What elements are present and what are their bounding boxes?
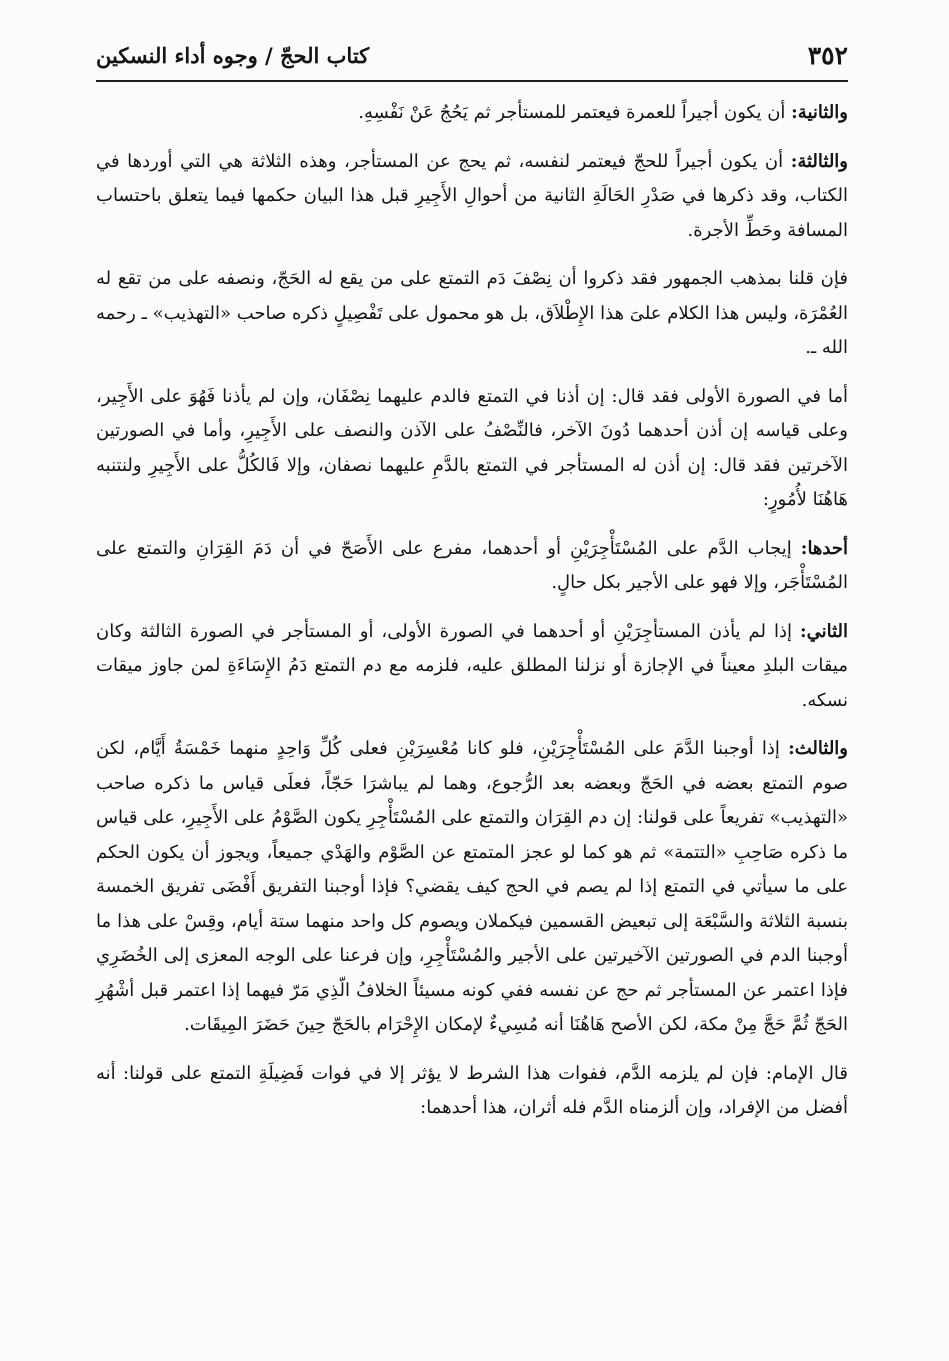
paragraph-lead: أحدها: <box>800 537 848 559</box>
paragraph-majority-view <box>96 262 848 366</box>
paragraph-point-two <box>96 615 848 719</box>
paragraph-lead: والثانية: <box>791 102 848 123</box>
paragraph-third-form <box>96 145 848 249</box>
page-header <box>96 38 848 72</box>
paragraph-lead: الثاني: <box>799 620 848 642</box>
paragraph-first-form-ruling <box>96 380 848 518</box>
page-number: ٣٥٢ <box>807 40 848 70</box>
header-divider <box>96 80 848 82</box>
paragraph-text: إذا أوجبنا الدَّمَ على المُسْتَأْجِرَيْنِ، فلو كانا مُعْسِرَيْنِ فعلى كُلِّ وَاحِدٍ منهما خَمْسَةُ أَيَّام، لكن صوم التمتع بعضه في الحَجّ وبعضه بعد الرُّجوع، وهما لم يباشرَا حَجّاً، فعلَى قياس ما ذكره صاحب «التهذيب» تفريعاً على قولنا: إن دم القِرَان والتمتع على المُسْتَأْجِرِ يكون الصَّوْمُ على الأَجِيرِ، على قياس ما ذكره صَاحِبِ «التتمة» ثم هو كما لو عجز المتمتع عن الصَّوْم والهَدْي جميعاً، ويجوز أن يكون الحكم على ما سيأتي في التمتع إذا لم يصم في الحج كيف يقضي؟ فإذا أوجبنا التفريق أَفْضَى تفريق الخمسة بنسبة الثلاثة والسَّبْعَة إلى تبعيض القسمين فيكملان ويصوم كل واحد منهما ستة أيام، وقِسْ على هذا ما أوجبنا الدم في الصورتين الآخيرتين على الأجير والمُسْتَأْجِرِ، وإن فرعنا على الوجه المعزى إلى الخُضَرِي فإذا اعتمر عن المستأجر ثم حج عن نفسه ففي كونه مسيئاً الخلافُ الّذِي مَرّ فيهما إذا اعتمر قبل أشْهُرِ الحَجّ ثُمَّ حَجَّ مِنْ مكة، لكن الأصح هَاهُنَا أنه مُسِيءٌ لإمكان الإِحْرَام بالحَجّ حِينَ حَضَرَ المِيقَات. <box>96 738 848 1035</box>
paragraph-text: أن يكون أجيراً للعمرة فيعتمر للمستأجر ثم يَحُجُ عَنْ نَفْسِهِ. <box>358 102 786 123</box>
running-title: كتاب الحجّ / وجوه أداء النسكين <box>96 42 370 68</box>
paragraph-text: قال الإمام: فإن لم يلزمه الدَّم، ففوات هذا الشرط لا يؤثر إلا في فوات فَضِيلَةِ التمتع على قولنا: أنه أفضل من الإفراد، وإن ألزمناه الدَّم فله أثران، هذا أحدهما: <box>96 1062 848 1118</box>
paragraph-second-form <box>96 96 848 131</box>
paragraph-text: أن يكون أجيراً للحجّ فيعتمر لنفسه، ثم يحج عن المستأجر، وهذه الثلاثة هي التي أوردها في الكتاب، وقد ذكرها في صَدْرِ الحَالَةِ الثانية من أحوالِ الأَجِيرِ قبل هذا البيان حكمها فيما يتعلق باحتساب المسافة وحَطِّ الأجرة. <box>96 150 848 241</box>
paragraph-text: إيجاب الدَّم على المُسْتَأْجِرَيْنِ أو أحدهما، مفرع على الأَصَحّ في أن دَمَ القِرَانِ والتمتع على المُسْتَأْجَر، وإلا فهو على الأجير بكل حالٍ. <box>96 537 848 593</box>
paragraph-text: إذا لم يأذن المستأجِرَيْنِ أو أحدهما في الصورة الأولى، أو المستأجر في الصورة الثالثة وكان ميقات البلدِ معيناً في الإجازة أو نزلنا المطلق عليه، فلزمه مع دم التمتع دَمُ الإِسَاءَةِ لمن جاوز ميقات نسكه. <box>96 620 848 711</box>
paragraph-text: أما في الصورة الأولى فقد قال: إن أذنا في التمتع فالدم عليهما نِصْفَان، وإن لم يأذنا فَهُوَ على الأَجِير، وعلى قياسه إن أذن أحدهما دُونَ الآخر، فالنِّصْفُ على الآذن والنصف على الأَجِيرِ، وأما في الصورتين الآخرتين فقد قال: إن أذن له المستأجر في التمتع بالدَّمِ عليهما نصفان، وإلا فَالكُلُّ على الأَجِيرِ ولنتنبه هَاهُنَا لأُمُورٍ: <box>96 385 848 510</box>
paragraph-imam-statement <box>96 1057 848 1126</box>
paragraph-lead: والثالث: <box>788 738 848 759</box>
paragraph-lead: والثالثة: <box>790 150 848 172</box>
paragraph-point-one <box>96 532 848 601</box>
paragraph-text: فإن قلنا بمذهب الجمهور فقد ذكروا أن نِصْفَ دَم التمتع على من يقع له الحَجّ، ونصفه على من تقع له العُمْرَة، وليس هذا الكلام علىَ هذا الإِطْلاَق، بل هو محمول على تَفْصِيلٍ ذكره صاحب «التهذيب» ـ رحمه الله ـ. <box>96 268 848 358</box>
paragraph-point-three <box>96 732 848 1043</box>
body-text <box>96 96 848 1140</box>
